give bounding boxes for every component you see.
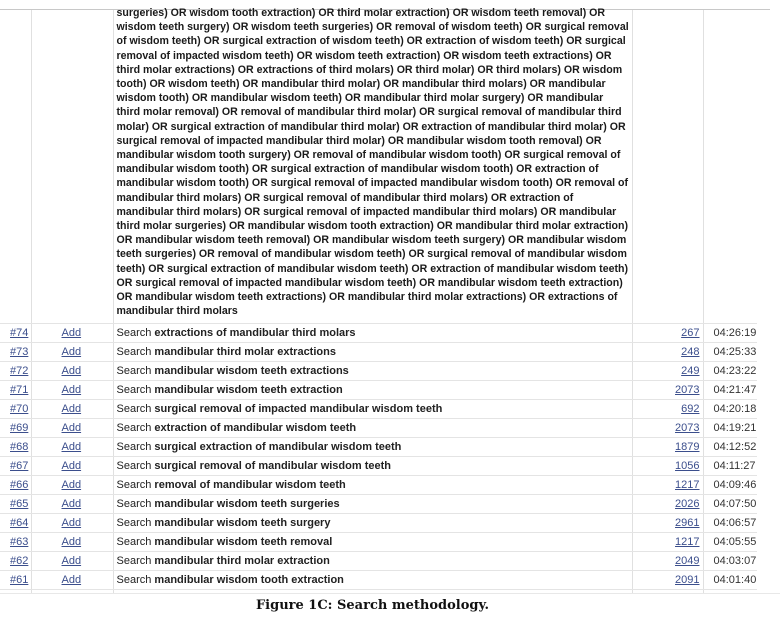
add-link[interactable]: Add bbox=[61, 460, 82, 472]
query-cell bbox=[113, 438, 632, 457]
time-cell bbox=[703, 533, 757, 552]
history-number-cell bbox=[0, 495, 31, 514]
history-number-cell bbox=[0, 552, 31, 571]
timestamp: 04:05:55 bbox=[713, 536, 757, 548]
query-terms: mandibular wisdom teeth extraction bbox=[154, 384, 343, 396]
history-row bbox=[0, 457, 757, 476]
history-number-cell bbox=[0, 438, 31, 457]
history-number-link[interactable]: #74 bbox=[10, 327, 29, 339]
timestamp: 04:26:19 bbox=[713, 327, 757, 339]
history-number-link[interactable]: #73 bbox=[10, 346, 29, 358]
add-cell bbox=[31, 514, 113, 533]
timestamp: 04:25:33 bbox=[713, 346, 757, 358]
search-prefix: Search bbox=[116, 479, 152, 491]
query-terms: mandibular wisdom teeth surgery bbox=[154, 517, 331, 529]
add-link[interactable]: Add bbox=[61, 327, 82, 339]
search-prefix: Search bbox=[116, 498, 152, 510]
results-count-link[interactable]: 2049 bbox=[675, 555, 700, 567]
query-continuation-row bbox=[0, 10, 757, 324]
time-cell bbox=[703, 571, 757, 590]
add-cell bbox=[31, 552, 113, 571]
history-row bbox=[0, 495, 757, 514]
history-number-link[interactable]: #68 bbox=[10, 441, 29, 453]
add-link[interactable]: Add bbox=[61, 422, 82, 434]
results-count-link[interactable]: 248 bbox=[681, 346, 700, 358]
results-cell bbox=[632, 533, 703, 552]
search-prefix: Search bbox=[116, 574, 152, 586]
results-count-link[interactable]: 1879 bbox=[675, 441, 700, 453]
time-cell bbox=[703, 381, 757, 400]
add-cell bbox=[31, 343, 113, 362]
history-number-link[interactable]: #72 bbox=[10, 365, 29, 377]
results-count-link[interactable]: 1217 bbox=[675, 536, 700, 548]
results-cell bbox=[632, 343, 703, 362]
add-cell bbox=[31, 362, 113, 381]
history-row bbox=[0, 324, 757, 343]
add-link[interactable]: Add bbox=[61, 403, 82, 415]
time-cell bbox=[703, 419, 757, 438]
query-cell bbox=[113, 381, 632, 400]
time-cell bbox=[703, 400, 757, 419]
query-terms: removal of mandibular wisdom teeth bbox=[154, 479, 346, 491]
add-cell bbox=[31, 495, 113, 514]
query-terms: extractions of mandibular third molars bbox=[154, 327, 356, 339]
history-number-link[interactable]: #64 bbox=[10, 517, 29, 529]
search-prefix: Search bbox=[116, 555, 152, 567]
query-cell bbox=[113, 552, 632, 571]
time-cell bbox=[703, 324, 757, 343]
timestamp: 04:19:21 bbox=[713, 422, 757, 434]
history-row bbox=[0, 362, 757, 381]
add-link[interactable]: Add bbox=[61, 479, 82, 491]
history-number-link[interactable]: #63 bbox=[10, 536, 29, 548]
history-number-cell bbox=[0, 381, 31, 400]
history-number-cell bbox=[0, 514, 31, 533]
query-terms: mandibular wisdom teeth removal bbox=[154, 536, 333, 548]
add-cell bbox=[31, 419, 113, 438]
history-number-link[interactable]: #70 bbox=[10, 403, 29, 415]
results-cell bbox=[632, 552, 703, 571]
results-count-link[interactable]: 249 bbox=[681, 365, 700, 377]
history-row bbox=[0, 343, 757, 362]
add-cell bbox=[31, 476, 113, 495]
search-history-table bbox=[0, 7, 757, 593]
query-cell bbox=[113, 362, 632, 381]
results-count-link[interactable]: 2073 bbox=[675, 422, 700, 434]
query-cell bbox=[113, 571, 632, 590]
history-number-link[interactable]: #69 bbox=[10, 422, 29, 434]
history-number-link[interactable]: #62 bbox=[10, 555, 29, 567]
query-cell bbox=[113, 324, 632, 343]
search-prefix: Search bbox=[116, 384, 152, 396]
add-cell bbox=[31, 533, 113, 552]
history-row bbox=[0, 476, 757, 495]
results-cell bbox=[632, 381, 703, 400]
history-row bbox=[0, 533, 757, 552]
results-cell bbox=[632, 419, 703, 438]
timestamp: 04:07:50 bbox=[713, 498, 757, 510]
search-prefix: Search bbox=[116, 365, 152, 377]
add-cell bbox=[31, 324, 113, 343]
search-history-panel bbox=[0, 9, 770, 593]
add-link[interactable]: Add bbox=[61, 555, 82, 567]
timestamp: 04:06:57 bbox=[713, 517, 757, 529]
results-cell bbox=[632, 400, 703, 419]
history-row bbox=[0, 400, 757, 419]
timestamp: 04:03:07 bbox=[713, 555, 757, 567]
query-terms: mandibular wisdom teeth surgeries bbox=[154, 498, 340, 510]
query-terms: mandibular third molar extractions bbox=[154, 346, 336, 358]
query-cell bbox=[113, 400, 632, 419]
empty-cell bbox=[0, 10, 31, 324]
results-count-link[interactable]: 267 bbox=[681, 327, 700, 339]
timestamp: 04:11:27 bbox=[713, 460, 756, 472]
results-count-link[interactable]: 2961 bbox=[675, 517, 700, 529]
history-number-cell bbox=[0, 419, 31, 438]
history-number-cell bbox=[0, 571, 31, 590]
query-cell bbox=[113, 419, 632, 438]
results-count-link[interactable]: 1217 bbox=[675, 479, 700, 491]
empty-cell bbox=[31, 10, 113, 324]
add-link[interactable]: Add bbox=[61, 517, 82, 529]
history-number-cell bbox=[0, 362, 31, 381]
empty-cell bbox=[703, 10, 757, 324]
results-count-link[interactable]: 692 bbox=[681, 403, 700, 415]
results-cell bbox=[632, 495, 703, 514]
query-terms: mandibular third molar extraction bbox=[154, 555, 330, 567]
history-row bbox=[0, 514, 757, 533]
time-cell bbox=[703, 457, 757, 476]
history-row bbox=[0, 571, 757, 590]
search-prefix: Search bbox=[116, 460, 152, 472]
query-cell bbox=[113, 476, 632, 495]
timestamp: 04:23:22 bbox=[713, 365, 757, 377]
search-prefix: Search bbox=[116, 441, 152, 453]
history-row bbox=[0, 381, 757, 400]
query-terms: extraction of mandibular wisdom teeth bbox=[154, 422, 357, 434]
time-cell bbox=[703, 552, 757, 571]
results-cell bbox=[632, 324, 703, 343]
timestamp: 04:21:47 bbox=[713, 384, 757, 396]
add-cell bbox=[31, 438, 113, 457]
search-prefix: Search bbox=[116, 346, 152, 358]
results-cell bbox=[632, 438, 703, 457]
query-cell bbox=[113, 533, 632, 552]
history-number-cell bbox=[0, 400, 31, 419]
timestamp: 04:20:18 bbox=[713, 403, 757, 415]
empty-cell bbox=[632, 10, 703, 324]
results-cell bbox=[632, 571, 703, 590]
results-cell bbox=[632, 514, 703, 533]
query-terms: mandibular wisdom teeth extractions bbox=[154, 365, 349, 377]
history-number-link[interactable]: #71 bbox=[10, 384, 29, 396]
query-terms: surgical extraction of mandibular wisdom teeth bbox=[154, 441, 402, 453]
history-number-link[interactable]: #65 bbox=[10, 498, 29, 510]
time-cell bbox=[703, 476, 757, 495]
query-text: surgeries) OR wisdom tooth extraction) OR third molar extraction) OR wisdom teeth removal) OR wisdom teeth surgery) OR wisdom teeth surgeries) OR removal of wisdom teeth) OR surgical removal of wisdom teeth) OR surgical extraction of wisdom teeth) OR extraction of wisdom teeth) OR surgical removal of impacted wisdom teeth) OR wisdom teeth extraction) OR wisdom teeth extractions) OR third molar extractions) OR extractions of third molars) OR third molar) OR third molars) OR wisdom tooth) OR wisdom teeth) OR mandibular third molar) OR mandibular third molars) OR mandibular wisdom tooth) OR mandibular wisdom teeth) OR mandibular third molar surgery) OR mandibular third molar removal) OR removal of mandibular third molar) OR surgical removal of mandibular third molar) OR surgical extraction of mandibular third molar) OR extraction of mandibular third molar) OR surgical removal of impacted mandibular third molar) OR mandibular wisdom tooth removal) OR mandibular wisdom tooth surgery) OR removal of mandibular wisdom tooth) OR surgical removal of mandibular wisdom tooth) OR surgical extraction of mandibular wisdom tooth) OR extraction of mandibular wisdom tooth) OR surgical removal of impacted mandibular wisdom tooth) OR removal of mandibular third molars) OR surgical removal of mandibular third molars) OR extraction of mandibular third molars) OR surgical removal of impacted mandibular third molars) OR mandibular third molar surgeries) OR mandibular wisdom tooth extraction) OR mandibular third molar extraction) OR mandibular wisdom teeth removal) OR mandibular wisdom teeth surgery) OR mandibular wisdom teeth surgeries) OR removal of mandibular wisdom teeth) OR surgical removal of mandibular wisdom teeth) OR surgical extraction of mandibular wisdom teeth) OR extraction of mandibular wisdom teeth) OR surgical removal of impacted mandibular wisdom teeth) OR mandibular wisdom teeth extraction) OR mandibular wisdom teeth extractions) OR mandibular third molar extractions) OR extractions of mandibular third molars bbox=[116, 7, 629, 318]
history-number-link[interactable]: #61 bbox=[10, 574, 29, 586]
add-cell bbox=[31, 571, 113, 590]
results-count-link[interactable]: 1056 bbox=[675, 460, 700, 472]
search-prefix: Search bbox=[116, 517, 152, 529]
add-cell bbox=[31, 381, 113, 400]
search-prefix: Search bbox=[116, 536, 152, 548]
time-cell bbox=[703, 438, 757, 457]
history-number-link[interactable]: #66 bbox=[10, 479, 29, 491]
history-row bbox=[0, 552, 757, 571]
add-link[interactable]: Add bbox=[61, 574, 82, 586]
history-number-cell bbox=[0, 457, 31, 476]
add-link[interactable]: Add bbox=[61, 498, 82, 510]
results-count-link[interactable]: 2091 bbox=[675, 574, 700, 586]
search-prefix: Search bbox=[116, 327, 152, 339]
query-cell bbox=[113, 457, 632, 476]
query-terms: surgical removal of mandibular wisdom teeth bbox=[154, 460, 391, 472]
results-cell bbox=[632, 362, 703, 381]
time-cell bbox=[703, 362, 757, 381]
query-cell bbox=[113, 514, 632, 533]
query-terms: mandibular wisdom tooth extraction bbox=[154, 574, 344, 586]
add-link[interactable]: Add bbox=[61, 365, 82, 377]
timestamp: 04:09:46 bbox=[713, 479, 757, 491]
results-count-link[interactable]: 2026 bbox=[675, 498, 700, 510]
time-cell bbox=[703, 343, 757, 362]
search-prefix: Search bbox=[116, 422, 152, 434]
history-number-cell bbox=[0, 324, 31, 343]
results-cell bbox=[632, 457, 703, 476]
add-link[interactable]: Add bbox=[61, 346, 82, 358]
query-details-cell bbox=[113, 7, 632, 324]
results-count-link[interactable]: 2073 bbox=[675, 384, 700, 396]
results-cell bbox=[632, 476, 703, 495]
add-cell bbox=[31, 457, 113, 476]
timestamp: 04:01:40 bbox=[713, 574, 757, 586]
time-cell bbox=[703, 495, 757, 514]
history-number-link[interactable]: #67 bbox=[10, 460, 29, 472]
history-row bbox=[0, 438, 757, 457]
history-number-cell bbox=[0, 533, 31, 552]
search-prefix: Search bbox=[116, 403, 152, 415]
add-cell bbox=[31, 400, 113, 419]
divider bbox=[0, 593, 780, 594]
query-terms: surgical removal of impacted mandibular wisdom teeth bbox=[154, 403, 443, 415]
add-link[interactable]: Add bbox=[61, 536, 82, 548]
time-cell bbox=[703, 514, 757, 533]
timestamp: 04:12:52 bbox=[713, 441, 757, 453]
history-number-cell bbox=[0, 476, 31, 495]
query-cell bbox=[113, 343, 632, 362]
query-cell bbox=[113, 495, 632, 514]
figure-caption: Figure 1C: Search methodology. bbox=[255, 598, 490, 613]
history-row bbox=[0, 419, 757, 438]
add-link[interactable]: Add bbox=[61, 384, 82, 396]
history-number-cell bbox=[0, 343, 31, 362]
add-link[interactable]: Add bbox=[61, 441, 82, 453]
